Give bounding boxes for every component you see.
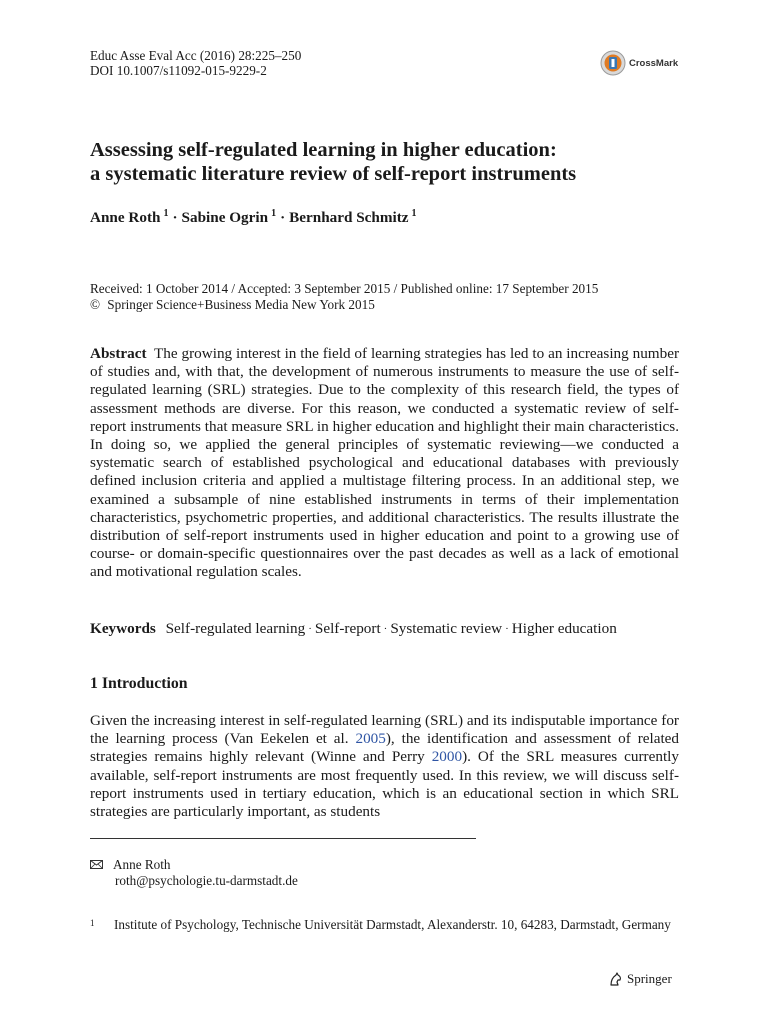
publisher-logo [608,971,672,987]
affiliation-text: Institute of Psychology, Technische Universität Darmstadt, Alexanderstr. 10, 64283, Darmstadt, Germany [114,917,671,932]
citation-link[interactable]: 2000 [431,748,463,766]
section-heading-introduction: 1 Introduction [90,675,188,692]
corresponding-author-line [90,857,298,873]
intro-text: ), the identification and assessment of related strategies remains highly relevant (Winne and Perry [90,730,680,766]
crossmark-icon [600,50,626,76]
author-affiliation-mark: 1 [163,208,169,219]
received-dates: Received: 1 October 2014 / Accepted: 3 September 2015 / Published online: 17 September 2015 [90,281,599,296]
author-name: Anne Roth [90,209,161,226]
keywords [90,620,617,638]
copyright-text: Springer Science+Business Media New York 2015 [107,297,375,312]
author-affiliation-mark: 1 [271,208,277,219]
author-name: Sabine Ogrin [181,209,269,226]
corresponding-author [90,857,298,889]
publisher-name: Springer [627,971,672,986]
corresponding-author-email[interactable]: roth@psychologie.tu-darmstadt.de [115,873,298,888]
corresponding-author-name: Anne Roth [113,857,171,872]
journal-citation: Educ Asse Eval Acc (2016) 28:225–250 [90,48,302,63]
copyright-symbol: © [90,297,101,312]
affiliation-footnote [90,917,679,934]
keyword-separator: · [383,623,388,635]
keyword: Self-report [314,620,381,637]
author-list [90,208,417,227]
abstract-label: Abstract [90,345,147,362]
footnote-divider [90,838,476,839]
author-separator: · [280,209,286,226]
author-name: Bernhard Schmitz [289,209,409,226]
author-separator: · [172,209,178,226]
keywords-label: Keywords [90,620,156,637]
keyword: Systematic review [390,620,503,637]
keyword: Higher education [511,620,617,637]
keyword: Self-regulated learning [165,620,306,637]
abstract [90,345,679,582]
doi-line: DOI 10.1007/s11092-015-9229-2 [90,63,267,78]
title-line-1: Assessing self-regulated learning in higher education: [90,139,557,161]
paper-title [90,138,690,186]
publication-history [90,281,598,313]
intro-text: ). Of the SRL measures currently available, self-report instruments are most frequently used. In this review, we will discuss self-report instruments used in tertiary education, which is an educational section in which SRL strategies are particularly important, as students [90,748,679,821]
keyword-separator: · [308,623,312,635]
abstract-text: The growing interest in the field of learning strategies has led to an increasing number of studies and, with that, the development of numerous instruments to measure the use of self-regulated learning (SRL) strategies. Due to the complexity of this research field, the types of assessment methods are diverse. For this reason, we conducted a systematic review of self-report instruments that measure SRL in higher education and highlight their main characteristics. In doing so, we applied the general principles of systematic reviewing—we conducted a systematic search of established psychological and educational databases with previously defined inclusion criteria and applied a multistage filtering process. In an additional step, we examined a subsample of nine established instruments in terms of their implementation characteristics, psychometric properties, and additional characteristics. The results illustrate the distribution of self-report instruments used in higher education and point to a growing use of course- or domain-specific questionnaires over the past decades as well as a lack of emotional and motivational regulation scales. [90,345,679,581]
intro-text: Given the increasing interest in self-regulated learning (SRL) and its indisputable importance for the learning process (Van Eekelen et al. [90,712,679,748]
title-line-2: a systematic literature review of self-report instruments [90,163,577,185]
keyword-separator: · [505,623,509,635]
affiliation-mark: 1 [90,918,95,928]
copyright-line [90,297,598,313]
introduction-paragraph [90,712,679,821]
journal-header [90,48,301,78]
springer-horse-icon [608,971,624,987]
envelope-icon [90,860,103,869]
crossmark-badge[interactable] [600,50,678,76]
citation-link[interactable]: 2005 [355,730,386,748]
author-affiliation-mark: 1 [411,208,417,219]
crossmark-label: CrossMark [629,57,679,69]
